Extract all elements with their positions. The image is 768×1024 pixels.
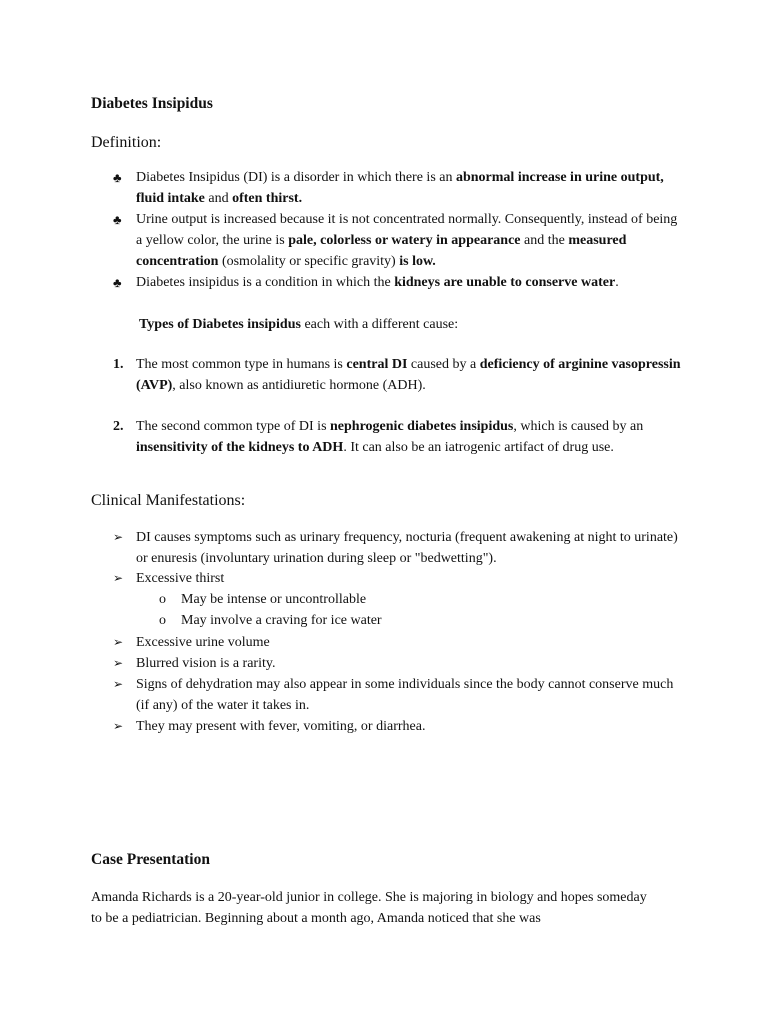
bold-text-run: is low.	[399, 254, 436, 269]
text-run: each with a different cause:	[300, 317, 459, 332]
text-run: Diabetes insipidus is a condition in which the	[136, 275, 395, 290]
bullet-text: DI causes symptoms such as urinary frequency, nocturia (frequent awakening at night to urinate) or enuresis (involuntary urination during sleep or "bedwetting").	[136, 530, 678, 566]
item-number: 2.	[113, 419, 124, 434]
bold-text-run: pale, colorless or watery in appearance	[288, 233, 521, 248]
case-heading: Case Presentation	[91, 851, 210, 868]
bold-text-run: often thirst.	[232, 191, 303, 206]
bold-text-run: insensitivity of the kidneys to ADH	[136, 440, 344, 455]
case-paragraph: Amanda Richards is a 20-year-old junior in college. She is majoring in biology and hopes someday to be a pediatrician. Beginning about a month ago, Amanda noticed that she was	[91, 890, 647, 926]
arrow-bullet-icon: ➢	[113, 719, 124, 733]
bullet-text: They may present with fever, vomiting, or diarrhea.	[136, 719, 426, 734]
definition-heading: Definition:	[91, 134, 162, 151]
arrow-bullet-icon: ➢	[113, 656, 124, 670]
circle-bullet-icon: o	[159, 592, 166, 607]
arrow-bullet-icon: ➢	[113, 530, 124, 544]
text-run: . It can also be an iatrogenic artifact of drug use.	[343, 440, 614, 455]
bold-text-run: abnormal increase in urine output, fluid intake	[136, 170, 664, 206]
item-text	[136, 354, 681, 396]
text-run: The most common type in humans is	[136, 357, 347, 372]
types-intro	[139, 314, 684, 335]
bold-text-run: central DI	[346, 357, 408, 372]
arrow-bullet-icon: ➢	[113, 635, 124, 649]
sub-bullet-text: May involve a craving for ice water	[181, 613, 382, 628]
clinical-heading: Clinical Manifestations:	[91, 492, 246, 509]
bold-text-run: kidneys are unable to conserve water	[394, 275, 616, 290]
arrow-bullet-icon: ➢	[113, 677, 124, 691]
text-run: and	[204, 191, 233, 206]
arrow-bullet-icon: ➢	[113, 571, 124, 585]
bold-text-run: nephrogenic diabetes insipidus	[330, 419, 514, 434]
text-run: .	[615, 275, 619, 290]
bullet-text	[136, 272, 681, 293]
circle-bullet-icon: o	[159, 613, 166, 628]
bold-text-run: Types of Diabetes insipidus	[139, 317, 301, 332]
bullet-text: Blurred vision is a rarity.	[136, 656, 276, 671]
text-run: The second common type of DI is	[136, 419, 331, 434]
bold-text-run: measured concentration	[136, 233, 627, 269]
text-run: Urine output is increased because it is not concentrated normally. Consequently, instead of being a yellow color, the urine is	[136, 212, 678, 248]
document-title: Diabetes Insipidus	[91, 95, 213, 112]
text-run: caused by a	[407, 357, 480, 372]
text-run: , which is caused by an	[513, 419, 644, 434]
club-bullet-icon: ♣	[113, 212, 122, 227]
sub-bullet-text: May be intense or uncontrollable	[181, 592, 367, 607]
club-bullet-icon: ♣	[113, 170, 122, 185]
text-run: and the	[520, 233, 569, 248]
club-bullet-icon: ♣	[113, 275, 122, 290]
bullet-text	[136, 209, 681, 272]
bold-text-run: deficiency of arginine vasopressin (AVP)	[136, 357, 681, 393]
item-number: 1.	[113, 357, 124, 372]
item-text	[136, 416, 681, 458]
bullet-text: Excessive urine volume	[136, 635, 270, 650]
bullet-text	[136, 167, 681, 209]
text-run: , also known as antidiuretic hormone (ADH).	[172, 378, 426, 393]
text-run: (osmolality or specific gravity)	[218, 254, 400, 269]
text-run: Diabetes Insipidus (DI) is a disorder in which there is an	[136, 170, 456, 185]
bullet-text: Excessive thirst	[136, 571, 225, 586]
bullet-text: Signs of dehydration may also appear in some individuals since the body cannot conserve much (if any) of the water it takes in.	[136, 677, 674, 713]
